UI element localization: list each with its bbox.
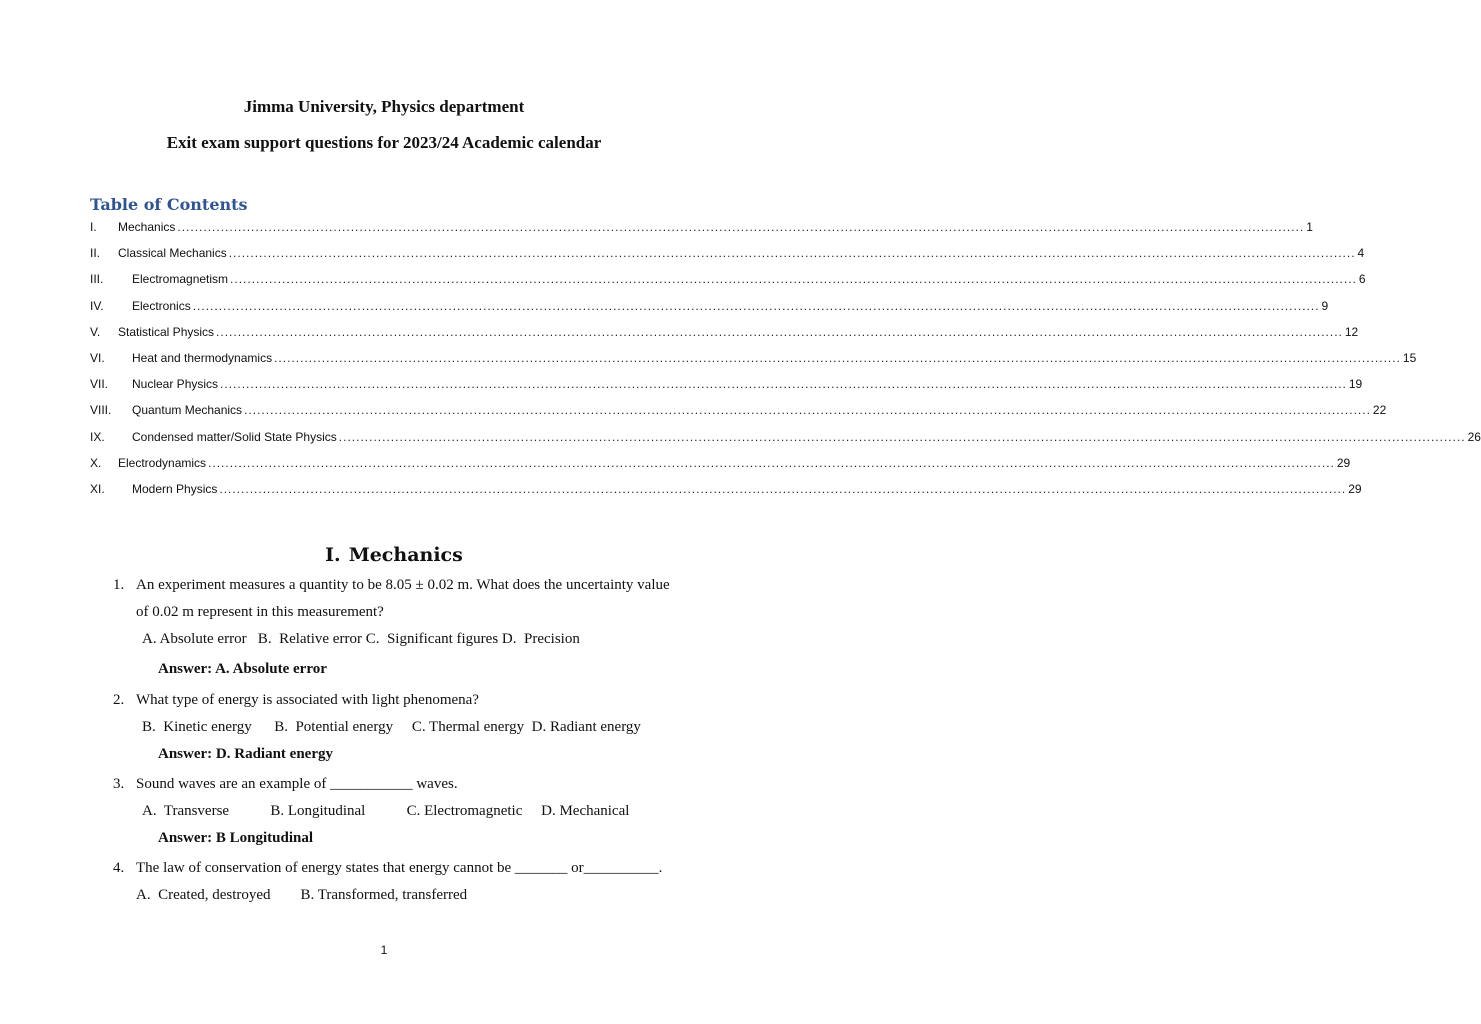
toc-entry-page: 12: [1344, 324, 1359, 339]
toc-entry-page: 4: [1357, 246, 1365, 261]
question-number: 4.: [113, 860, 125, 876]
toc-entry[interactable]: [90, 480, 1362, 506]
toc-entry[interactable]: [90, 270, 1366, 296]
toc-entry-title: Nuclear Physics: [132, 377, 219, 392]
toc-dot-leader: ....................................................................................................................................................................................................................................................................: [274, 350, 1401, 365]
toc-entry-number: II.: [90, 246, 101, 261]
toc-entry-page: 29: [1348, 481, 1362, 496]
toc-entry-title: Statistical Physics: [118, 324, 215, 339]
toc-entry-number: I.: [90, 220, 97, 234]
page-number: 1: [380, 943, 388, 957]
section-number: I.: [325, 544, 341, 566]
toc-entry-number: XI.: [90, 481, 105, 496]
question-text: What type of energy is associated with light phenomena?: [136, 692, 479, 708]
toc-entry[interactable]: [90, 349, 1417, 375]
toc-entry-number: VI.: [90, 350, 105, 365]
question-text: An experiment measures a quantity to be 8.05 ± 0.02 m. What does the uncertainty value: [136, 577, 670, 593]
toc-dot-leader: ....................................................................................................................................................................................................................................................................: [338, 429, 1466, 444]
question-answer: Answer: A. Absolute error: [158, 661, 327, 677]
toc-entry-title: Quantum Mechanics: [132, 403, 243, 418]
toc-entry-page: 26: [1467, 429, 1481, 444]
question-options: B. Kinetic energy B. Potential energy C. Thermal energy D. Radiant energy: [142, 719, 641, 735]
toc-dot-leader: ....................................................................................................................................................................................................................................................................: [192, 298, 1320, 313]
toc-entry-number: VII.: [90, 377, 109, 392]
toc-entry-title: Electrodynamics: [118, 455, 207, 470]
toc-entry-title: Mechanics: [118, 220, 176, 234]
toc-entry-page: 22: [1372, 403, 1387, 418]
toc-dot-leader: ....................................................................................................................................................................................................................................................................: [208, 455, 1335, 470]
toc-dot-leader: ....................................................................................................................................................................................................................................................................: [244, 403, 1371, 418]
question-text: Sound waves are an example of ___________ waves.: [136, 776, 458, 792]
section-heading: [0, 544, 788, 566]
toc-entry-number: IV.: [90, 298, 104, 313]
section-title: Mechanics: [348, 544, 463, 566]
toc-entry[interactable]: [90, 218, 1313, 244]
toc-entry[interactable]: [90, 297, 1329, 323]
toc-entry-page: 19: [1348, 377, 1363, 392]
toc-dot-leader: ....................................................................................................................................................................................................................................................................: [220, 377, 1347, 392]
toc-entry-page: 9: [1321, 298, 1329, 313]
question-number: 1.: [113, 577, 125, 593]
toc-entry-title: Condensed matter/Solid State Physics: [132, 429, 337, 444]
toc-entry[interactable]: [90, 323, 1359, 349]
toc-entry-number: VIII.: [90, 403, 112, 418]
toc-entry-title: Electronics: [132, 298, 191, 313]
toc-entry-title: Modern Physics: [132, 481, 218, 496]
question-options: A. Absolute error B. Relative error C. Significant figures D. Precision: [142, 631, 580, 647]
toc-entry-title: Classical Mechanics: [118, 246, 227, 261]
toc-entry[interactable]: [90, 375, 1363, 401]
toc-entry-number: IX.: [90, 429, 105, 444]
toc-entry-page: 1: [1306, 220, 1313, 234]
question-options: A. Created, destroyed B. Transformed, transferred: [136, 887, 468, 903]
toc-entry-number: X.: [90, 455, 102, 470]
toc-dot-leader: ....................................................................................................................................................................................................................................................................: [230, 272, 1357, 287]
toc-dot-leader: ....................................................................................................................................................................................................................................................................: [219, 481, 1347, 496]
toc-entry[interactable]: [90, 244, 1365, 270]
question-answer: Answer: B Longitudinal: [158, 830, 314, 846]
question-number: 3.: [113, 776, 125, 792]
document-title: Jimma University, Physics department: [243, 97, 525, 116]
toc-entry-title: Electromagnetism: [132, 272, 229, 287]
toc-entry-title: Heat and thermodynamics: [132, 350, 273, 365]
toc-heading: Table of Contents: [90, 195, 248, 214]
toc-dot-leader: ....................................................................................................................................................................................................................................................................: [177, 220, 1305, 234]
toc-entry[interactable]: [90, 401, 1387, 427]
toc-entry[interactable]: [90, 454, 1351, 480]
toc-entry-page: 29: [1336, 455, 1351, 470]
toc-entry-page: 15: [1402, 350, 1417, 365]
toc-dot-leader: ....................................................................................................................................................................................................................................................................: [216, 324, 1343, 339]
toc-entry-number: III.: [90, 272, 104, 287]
toc-entry[interactable]: [90, 428, 1481, 454]
question-text-continued: of 0.02 m represent in this measurement?: [136, 604, 384, 620]
toc-entry-page: 6: [1358, 272, 1366, 287]
document-subtitle: Exit exam support questions for 2023/24 Academic calendar: [166, 133, 602, 152]
question-answer: Answer: D. Radiant energy: [158, 746, 333, 762]
table-of-contents: [90, 218, 1481, 506]
question-text: The law of conservation of energy states that energy cannot be _______ or__________.: [136, 860, 663, 876]
question-options: A. Transverse B. Longitudinal C. Electromagnetic D. Mechanical: [142, 803, 630, 819]
question-number: 2.: [113, 692, 125, 708]
toc-entry-number: V.: [90, 324, 101, 339]
toc-dot-leader: ....................................................................................................................................................................................................................................................................: [228, 246, 1356, 261]
